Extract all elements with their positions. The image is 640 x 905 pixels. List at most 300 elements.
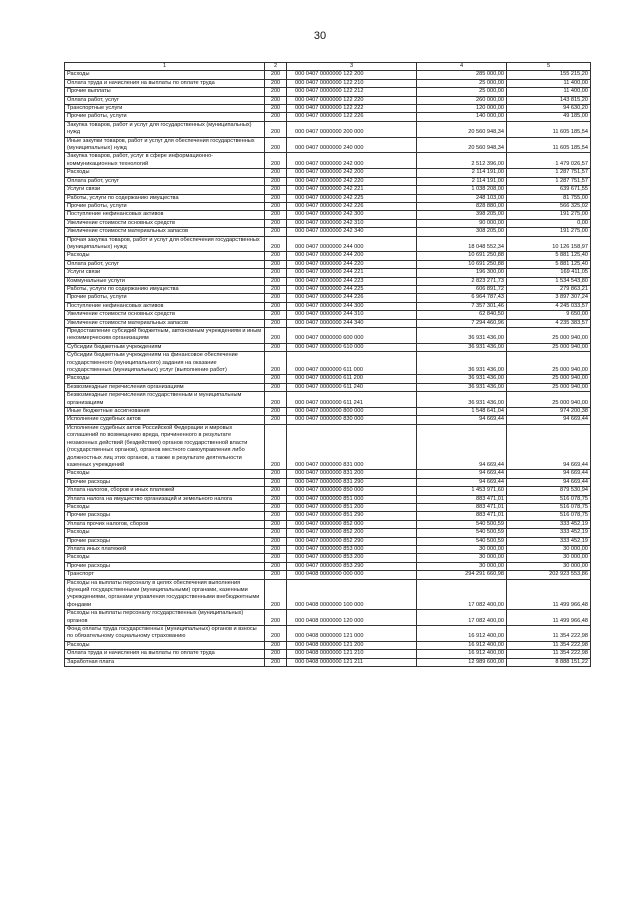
row-name: Расходы bbox=[65, 554, 265, 562]
table-row bbox=[65, 512, 591, 520]
table-row bbox=[65, 392, 591, 408]
row-name: Работы, услуги по содержанию имущества bbox=[65, 285, 265, 293]
line-code: 200 bbox=[265, 328, 287, 344]
row-name: Расходы bbox=[65, 503, 265, 511]
executed-amount: 94 669,44 bbox=[507, 478, 591, 486]
approved-amount: 20 560 948,34 bbox=[417, 121, 507, 137]
approved-amount: 36 931 436,00 bbox=[417, 328, 507, 344]
row-name: Расходы bbox=[65, 71, 265, 79]
table-row bbox=[65, 626, 591, 642]
classification-code: 000 0407 0000000 242 300 bbox=[287, 211, 417, 219]
line-code: 200 bbox=[265, 269, 287, 277]
executed-amount: 5 881 125,40 bbox=[507, 252, 591, 260]
line-code: 200 bbox=[265, 236, 287, 252]
approved-amount: 17 082 400,00 bbox=[417, 579, 507, 610]
classification-code: 000 0408 0000000 120 000 bbox=[287, 610, 417, 626]
table-row bbox=[65, 96, 591, 104]
table-row bbox=[65, 537, 591, 545]
approved-amount: 18 048 552,34 bbox=[417, 236, 507, 252]
row-name: Безвозмездные перечисления государственным и муниципальным организациям bbox=[65, 392, 265, 408]
table-row bbox=[65, 153, 591, 169]
table-row bbox=[65, 641, 591, 649]
classification-code: 000 0407 0000000 122 210 bbox=[287, 79, 417, 87]
approved-amount: 16 912 400,00 bbox=[417, 626, 507, 642]
approved-amount: 36 931 436,00 bbox=[417, 392, 507, 408]
row-name: Уплата налогов, сборов и иных платежей bbox=[65, 487, 265, 495]
line-code: 200 bbox=[265, 71, 287, 79]
executed-amount: 879 530,94 bbox=[507, 487, 591, 495]
classification-code: 000 0407 0000000 244 221 bbox=[287, 269, 417, 277]
classification-code: 000 0407 0000000 244 310 bbox=[287, 311, 417, 319]
row-name: Закупка товаров, работ и услуг для государственных (муниципальных) нужд bbox=[65, 121, 265, 137]
classification-code: 000 0407 0000000 610 000 bbox=[287, 343, 417, 351]
classification-code: 000 0407 0000000 244 000 bbox=[287, 236, 417, 252]
line-code: 200 bbox=[265, 495, 287, 503]
approved-amount: 883 471,01 bbox=[417, 512, 507, 520]
classification-code: 000 0407 0000000 852 200 bbox=[287, 529, 417, 537]
table-row bbox=[65, 71, 591, 79]
executed-amount: 10 126 158,97 bbox=[507, 236, 591, 252]
classification-code: 000 0407 0000000 831 000 bbox=[287, 424, 417, 469]
approved-amount: 30 000,00 bbox=[417, 545, 507, 553]
executed-amount: 639 671,55 bbox=[507, 186, 591, 194]
executed-amount: 11 499 966,48 bbox=[507, 610, 591, 626]
line-code: 200 bbox=[265, 319, 287, 327]
classification-code: 000 0407 0000000 242 226 bbox=[287, 202, 417, 210]
page-number: 30 bbox=[313, 30, 327, 42]
classification-code: 000 0407 0000000 853 290 bbox=[287, 562, 417, 570]
line-code: 200 bbox=[265, 579, 287, 610]
executed-amount: 1 534 543,80 bbox=[507, 277, 591, 285]
executed-amount: 4 235 383,57 bbox=[507, 319, 591, 327]
line-code: 200 bbox=[265, 470, 287, 478]
row-name: Расходы на выплаты персоналу государственных (муниципальных) органов bbox=[65, 610, 265, 626]
row-name: Расходы bbox=[65, 470, 265, 478]
classification-code: 000 0407 0000000 831 200 bbox=[287, 470, 417, 478]
table-row bbox=[65, 470, 591, 478]
table-row bbox=[65, 88, 591, 96]
row-name: Расходы bbox=[65, 529, 265, 537]
table-row bbox=[65, 416, 591, 424]
row-name: Увеличение стоимости материальных запасов bbox=[65, 319, 265, 327]
executed-amount: 202 923 553,86 bbox=[507, 571, 591, 579]
executed-amount: 516 078,75 bbox=[507, 495, 591, 503]
approved-amount: 828 880,00 bbox=[417, 202, 507, 210]
executed-amount: 25 000 940,00 bbox=[507, 343, 591, 351]
approved-amount: 398 205,00 bbox=[417, 211, 507, 219]
executed-amount: 9 650,00 bbox=[507, 311, 591, 319]
executed-amount: 11 605 185,54 bbox=[507, 121, 591, 137]
executed-amount: 0,00 bbox=[507, 219, 591, 227]
approved-amount: 308 205,00 bbox=[417, 228, 507, 236]
executed-amount: 3 897 307,24 bbox=[507, 294, 591, 302]
approved-amount: 25 000,00 bbox=[417, 88, 507, 96]
classification-code: 000 0407 0000000 852 290 bbox=[287, 537, 417, 545]
row-name: Уплата иных платежей bbox=[65, 545, 265, 553]
approved-amount: 25 000,00 bbox=[417, 79, 507, 87]
executed-amount: 30 000,00 bbox=[507, 554, 591, 562]
approved-amount: 94 669,44 bbox=[417, 424, 507, 469]
line-code: 200 bbox=[265, 228, 287, 236]
line-code: 200 bbox=[265, 194, 287, 202]
table-row bbox=[65, 311, 591, 319]
classification-code: 000 0407 0000000 122 212 bbox=[287, 88, 417, 96]
row-name: Прочие работы, услуги bbox=[65, 294, 265, 302]
executed-amount: 30 000,00 bbox=[507, 545, 591, 553]
classification-code: 000 0407 0000000 611 240 bbox=[287, 383, 417, 391]
line-code: 200 bbox=[265, 294, 287, 302]
table-row bbox=[65, 219, 591, 227]
approved-amount: 285 000,00 bbox=[417, 71, 507, 79]
line-code: 200 bbox=[265, 105, 287, 113]
row-name: Субсидии бюджетным учреждениям bbox=[65, 343, 265, 351]
approved-amount: 36 931 436,00 bbox=[417, 343, 507, 351]
table-row bbox=[65, 503, 591, 511]
row-name: Безвозмездные перечисления организациям bbox=[65, 383, 265, 391]
column-number-header bbox=[65, 63, 591, 71]
table-row bbox=[65, 252, 591, 260]
approved-amount: 883 471,01 bbox=[417, 503, 507, 511]
approved-amount: 17 082 400,00 bbox=[417, 610, 507, 626]
row-name: Прочие расходы bbox=[65, 512, 265, 520]
approved-amount: 7 294 460,96 bbox=[417, 319, 507, 327]
line-code: 200 bbox=[265, 177, 287, 185]
executed-amount: 143 815,20 bbox=[507, 96, 591, 104]
line-code: 200 bbox=[265, 626, 287, 642]
classification-code: 000 0407 0000000 600 000 bbox=[287, 328, 417, 344]
approved-amount: 16 912 400,00 bbox=[417, 650, 507, 658]
row-name: Исполнение судебных актов Российской Федерации и мировых соглашений по возмещению вреда, причиненного в результате незаконных действий (бездействия) органов государственной власти (государственных органов), органов местного самоуправления либо должностных лиц этих органов, а также в результате деятельности казенных учреждений bbox=[65, 424, 265, 469]
row-name: Прочие расходы bbox=[65, 537, 265, 545]
line-code: 200 bbox=[265, 512, 287, 520]
table-row bbox=[65, 610, 591, 626]
table-row bbox=[65, 228, 591, 236]
approved-amount: 2 114 191,00 bbox=[417, 169, 507, 177]
row-name: Расходы bbox=[65, 641, 265, 649]
row-name: Прочие расходы bbox=[65, 478, 265, 486]
executed-amount: 11 354 222,98 bbox=[507, 641, 591, 649]
row-name: Транспорт bbox=[65, 571, 265, 579]
approved-amount: 10 691 250,88 bbox=[417, 252, 507, 260]
approved-amount: 540 500,59 bbox=[417, 529, 507, 537]
line-code: 200 bbox=[265, 408, 287, 416]
executed-amount: 25 000 940,00 bbox=[507, 328, 591, 344]
line-code: 200 bbox=[265, 529, 287, 537]
line-code: 200 bbox=[265, 487, 287, 495]
table-row bbox=[65, 177, 591, 185]
executed-amount: 25 000 940,00 bbox=[507, 392, 591, 408]
executed-amount: 1 479 026,57 bbox=[507, 153, 591, 169]
approved-amount: 30 000,00 bbox=[417, 554, 507, 562]
line-code: 200 bbox=[265, 169, 287, 177]
table-row bbox=[65, 105, 591, 113]
row-name: Фонд оплаты труда государственных (муниципальных) органов и взносы по обязательному социальному страхованию bbox=[65, 626, 265, 642]
row-name: Прочие расходы bbox=[65, 562, 265, 570]
line-code: 200 bbox=[265, 96, 287, 104]
table-row bbox=[65, 328, 591, 344]
table-row bbox=[65, 545, 591, 553]
table-row bbox=[65, 194, 591, 202]
executed-amount: 25 000 940,00 bbox=[507, 375, 591, 383]
table-row bbox=[65, 236, 591, 252]
row-name: Оплата работ, услуг bbox=[65, 96, 265, 104]
row-name: Уплата налога на имущество организаций и земельного налога bbox=[65, 495, 265, 503]
executed-amount: 11 354 222,98 bbox=[507, 650, 591, 658]
column-header: 5 bbox=[507, 63, 591, 71]
classification-code: 000 0407 0000000 240 000 bbox=[287, 137, 417, 153]
line-code: 200 bbox=[265, 352, 287, 375]
approved-amount: 16 912 400,00 bbox=[417, 641, 507, 649]
table-row bbox=[65, 658, 591, 666]
row-name: Расходы bbox=[65, 169, 265, 177]
row-name: Увеличение стоимости основных средств bbox=[65, 311, 265, 319]
line-code: 200 bbox=[265, 277, 287, 285]
table-row bbox=[65, 319, 591, 327]
line-code: 200 bbox=[265, 260, 287, 268]
table-row bbox=[65, 520, 591, 528]
executed-amount: 333 452,19 bbox=[507, 529, 591, 537]
classification-code: 000 0407 0000000 851 200 bbox=[287, 503, 417, 511]
executed-amount: 81 755,00 bbox=[507, 194, 591, 202]
row-name: Увеличение стоимости материальных запасов bbox=[65, 228, 265, 236]
table-row bbox=[65, 529, 591, 537]
approved-amount: 62 840,50 bbox=[417, 311, 507, 319]
approved-amount: 36 931 436,00 bbox=[417, 383, 507, 391]
executed-amount: 4 245 033,57 bbox=[507, 302, 591, 310]
approved-amount: 12 989 600,00 bbox=[417, 658, 507, 666]
executed-amount: 94 630,20 bbox=[507, 105, 591, 113]
line-code: 200 bbox=[265, 202, 287, 210]
table-row bbox=[65, 383, 591, 391]
classification-code: 000 0407 0000000 852 000 bbox=[287, 520, 417, 528]
line-code: 200 bbox=[265, 562, 287, 570]
row-name: Закупка товаров, работ, услуг в сфере информационно-коммуникационных технологий bbox=[65, 153, 265, 169]
executed-amount: 11 400,00 bbox=[507, 79, 591, 87]
approved-amount: 20 560 948,34 bbox=[417, 137, 507, 153]
classification-code: 000 0408 0000000 121 000 bbox=[287, 626, 417, 642]
line-code: 200 bbox=[265, 392, 287, 408]
row-name: Оплата труда и начисления на выплаты по оплате труда bbox=[65, 79, 265, 87]
table-row bbox=[65, 487, 591, 495]
executed-amount: 191 275,00 bbox=[507, 211, 591, 219]
table-row bbox=[65, 202, 591, 210]
executed-amount: 94 669,44 bbox=[507, 416, 591, 424]
row-name: Услуги связи bbox=[65, 186, 265, 194]
classification-code: 000 0407 0000000 122 226 bbox=[287, 113, 417, 121]
executed-amount: 566 325,02 bbox=[507, 202, 591, 210]
classification-code: 000 0408 0000000 100 000 bbox=[287, 579, 417, 610]
classification-code: 000 0407 0000000 244 223 bbox=[287, 277, 417, 285]
line-code: 200 bbox=[265, 503, 287, 511]
approved-amount: 120 000,00 bbox=[417, 105, 507, 113]
table-row bbox=[65, 260, 591, 268]
classification-code: 000 0407 0000000 244 220 bbox=[287, 260, 417, 268]
line-code: 200 bbox=[265, 424, 287, 469]
executed-amount: 155 215,20 bbox=[507, 71, 591, 79]
table-row bbox=[65, 113, 591, 121]
table-row bbox=[65, 408, 591, 416]
row-name: Прочая закупка товаров, работ и услуг для обеспечения государственных (муниципальных) нужд bbox=[65, 236, 265, 252]
row-name: Оплата работ, услуг bbox=[65, 177, 265, 185]
table-row bbox=[65, 285, 591, 293]
column-header: 3 bbox=[287, 63, 417, 71]
classification-code: 000 0407 0000000 850 000 bbox=[287, 487, 417, 495]
approved-amount: 94 669,44 bbox=[417, 470, 507, 478]
row-name: Иные закупки товаров, работ и услуг для обеспечения государственных (муниципальных) нужд bbox=[65, 137, 265, 153]
line-code: 200 bbox=[265, 554, 287, 562]
approved-amount: 94 669,44 bbox=[417, 478, 507, 486]
executed-amount: 5 881 125,40 bbox=[507, 260, 591, 268]
approved-amount: 606 891,72 bbox=[417, 285, 507, 293]
row-name: Исполнение судебных актов bbox=[65, 416, 265, 424]
row-name: Прочие работы, услуги bbox=[65, 113, 265, 121]
executed-amount: 94 669,44 bbox=[507, 470, 591, 478]
line-code: 200 bbox=[265, 121, 287, 137]
executed-amount: 25 000 940,00 bbox=[507, 383, 591, 391]
row-name: Субсидии бюджетным учреждениям на финансовое обеспечение государственного (муниципального) задания на оказание государственных (муниципальных) услуг (выполнение работ) bbox=[65, 352, 265, 375]
classification-code: 000 0407 0000000 122 220 bbox=[287, 96, 417, 104]
approved-amount: 7 357 301,46 bbox=[417, 302, 507, 310]
row-name: Оплата труда и начисления на выплаты по оплате труда bbox=[65, 650, 265, 658]
executed-amount: 25 000 940,00 bbox=[507, 352, 591, 375]
row-name: Уплата прочих налогов, сборов bbox=[65, 520, 265, 528]
line-code: 200 bbox=[265, 537, 287, 545]
approved-amount: 196 300,00 bbox=[417, 269, 507, 277]
classification-code: 000 0407 0000000 611 000 bbox=[287, 352, 417, 375]
executed-amount: 11 499 966,48 bbox=[507, 579, 591, 610]
line-code: 200 bbox=[265, 416, 287, 424]
classification-code: 000 0407 0000000 242 221 bbox=[287, 186, 417, 194]
approved-amount: 294 291 660,98 bbox=[417, 571, 507, 579]
line-code: 200 bbox=[265, 252, 287, 260]
classification-code: 000 0407 0000000 853 000 bbox=[287, 545, 417, 553]
approved-amount: 30 000,00 bbox=[417, 562, 507, 570]
table-row bbox=[65, 137, 591, 153]
line-code: 200 bbox=[265, 658, 287, 666]
executed-amount: 279 863,21 bbox=[507, 285, 591, 293]
executed-amount: 333 452,19 bbox=[507, 520, 591, 528]
executed-amount: 191 275,00 bbox=[507, 228, 591, 236]
executed-amount: 94 669,44 bbox=[507, 424, 591, 469]
table-row bbox=[65, 352, 591, 375]
line-code: 200 bbox=[265, 343, 287, 351]
classification-code: 000 0407 0000000 831 290 bbox=[287, 478, 417, 486]
classification-code: 000 0408 0000000 121 200 bbox=[287, 641, 417, 649]
table-row bbox=[65, 79, 591, 87]
executed-amount: 169 411,05 bbox=[507, 269, 591, 277]
table-row bbox=[65, 121, 591, 137]
table-row bbox=[65, 375, 591, 383]
classification-code: 000 0407 0000000 611 200 bbox=[287, 375, 417, 383]
table-row bbox=[65, 495, 591, 503]
executed-amount: 974 200,38 bbox=[507, 408, 591, 416]
executed-amount: 333 452,19 bbox=[507, 537, 591, 545]
classification-code: 000 0407 0000000 851 290 bbox=[287, 512, 417, 520]
line-code: 200 bbox=[265, 641, 287, 649]
approved-amount: 540 500,59 bbox=[417, 520, 507, 528]
approved-amount: 1 453 971,60 bbox=[417, 487, 507, 495]
approved-amount: 94 669,44 bbox=[417, 416, 507, 424]
approved-amount: 2 823 271,73 bbox=[417, 277, 507, 285]
row-name: Расходы bbox=[65, 375, 265, 383]
approved-amount: 140 000,00 bbox=[417, 113, 507, 121]
row-name: Поступление нефинансовых активов bbox=[65, 302, 265, 310]
line-code: 200 bbox=[265, 520, 287, 528]
line-code: 200 bbox=[265, 186, 287, 194]
classification-code: 000 0408 0000000 000 000 bbox=[287, 571, 417, 579]
approved-amount: 36 931 436,00 bbox=[417, 375, 507, 383]
executed-amount: 30 000,00 bbox=[507, 562, 591, 570]
approved-amount: 36 931 436,00 bbox=[417, 352, 507, 375]
table-row bbox=[65, 424, 591, 469]
line-code: 200 bbox=[265, 383, 287, 391]
line-code: 200 bbox=[265, 545, 287, 553]
executed-amount: 49 185,00 bbox=[507, 113, 591, 121]
approved-amount: 540 500,59 bbox=[417, 537, 507, 545]
approved-amount: 1 548 641,04 bbox=[417, 408, 507, 416]
classification-code: 000 0407 0000000 200 000 bbox=[287, 121, 417, 137]
row-name: Иные бюджетные ассигнования bbox=[65, 408, 265, 416]
executed-amount: 516 078,75 bbox=[507, 503, 591, 511]
column-header: 1 bbox=[65, 63, 265, 71]
row-name: Оплата работ, услуг bbox=[65, 260, 265, 268]
table-row bbox=[65, 277, 591, 285]
table-row bbox=[65, 650, 591, 658]
approved-amount: 6 964 787,43 bbox=[417, 294, 507, 302]
classification-code: 000 0407 0000000 242 000 bbox=[287, 153, 417, 169]
classification-code: 000 0407 0000000 242 310 bbox=[287, 219, 417, 227]
line-code: 200 bbox=[265, 302, 287, 310]
classification-code: 000 0407 0000000 244 340 bbox=[287, 319, 417, 327]
approved-amount: 248 103,00 bbox=[417, 194, 507, 202]
row-name: Расходы на выплаты персоналу в целях обеспечения выполнения функций государственными (муниципальными) органами, казенными учреждениями, органами управления государственными внебюджетными фондами bbox=[65, 579, 265, 610]
classification-code: 000 0407 0000000 830 000 bbox=[287, 416, 417, 424]
table-row bbox=[65, 294, 591, 302]
table-row bbox=[65, 186, 591, 194]
executed-amount: 1 287 751,57 bbox=[507, 169, 591, 177]
line-code: 200 bbox=[265, 650, 287, 658]
row-name: Расходы bbox=[65, 252, 265, 260]
executed-amount: 8 888 151,22 bbox=[507, 658, 591, 666]
table-row bbox=[65, 562, 591, 570]
classification-code: 000 0407 0000000 244 200 bbox=[287, 252, 417, 260]
table-row bbox=[65, 478, 591, 486]
row-name: Заработная плата bbox=[65, 658, 265, 666]
executed-amount: 11 400,00 bbox=[507, 88, 591, 96]
classification-code: 000 0408 0000000 121 210 bbox=[287, 650, 417, 658]
table-row bbox=[65, 343, 591, 351]
row-name: Увеличение стоимости основных средств bbox=[65, 219, 265, 227]
row-name: Работы, услуги по содержанию имущества bbox=[65, 194, 265, 202]
executed-amount: 1 287 751,57 bbox=[507, 177, 591, 185]
classification-code: 000 0407 0000000 244 225 bbox=[287, 285, 417, 293]
line-code: 200 bbox=[265, 113, 287, 121]
line-code: 200 bbox=[265, 285, 287, 293]
classification-code: 000 0407 0000000 122 222 bbox=[287, 105, 417, 113]
classification-code: 000 0407 0000000 851 000 bbox=[287, 495, 417, 503]
executed-amount: 11 354 222,98 bbox=[507, 626, 591, 642]
approved-amount: 883 471,01 bbox=[417, 495, 507, 503]
line-code: 200 bbox=[265, 79, 287, 87]
line-code: 200 bbox=[265, 219, 287, 227]
approved-amount: 2 512 396,00 bbox=[417, 153, 507, 169]
column-header: 2 bbox=[265, 63, 287, 71]
approved-amount: 1 038 208,00 bbox=[417, 186, 507, 194]
classification-code: 000 0407 0000000 242 225 bbox=[287, 194, 417, 202]
line-code: 200 bbox=[265, 137, 287, 153]
row-name: Транспортные услуги bbox=[65, 105, 265, 113]
row-name: Коммунальные услуги bbox=[65, 277, 265, 285]
